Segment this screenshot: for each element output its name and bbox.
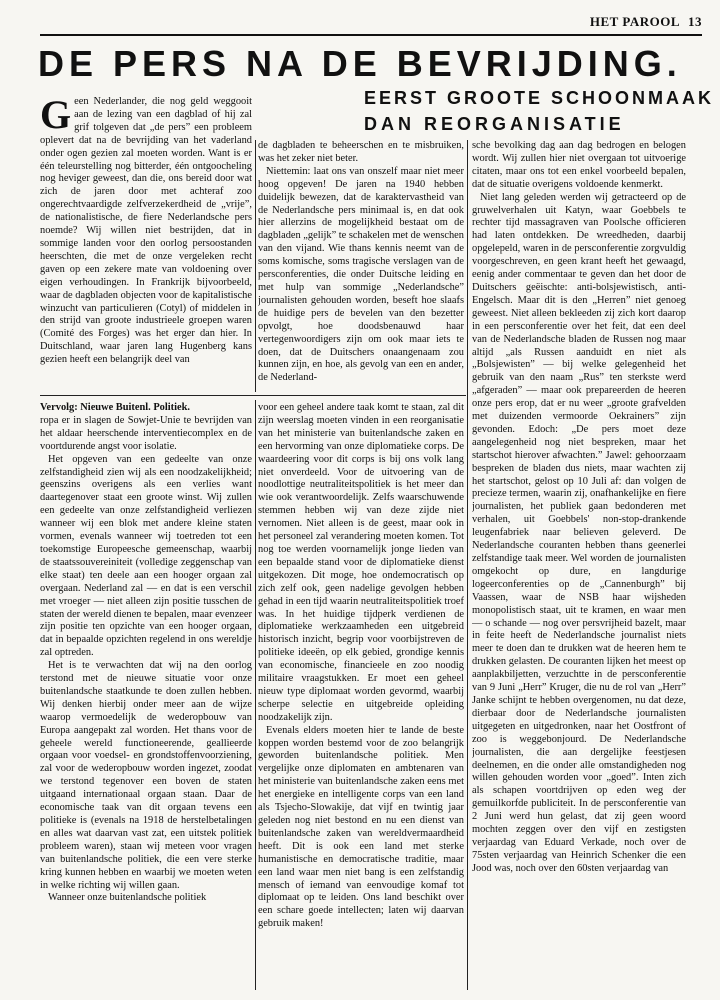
masthead (590, 14, 702, 30)
column-rule (255, 400, 256, 990)
paper-name: HET PAROOL (589, 14, 680, 29)
column-5 (258, 402, 464, 988)
paragraph: ropa er in slagen de Sowjet-Unie te bevrijden van het aldaar heerschende interventiecomplex en de voortdurende angst voor isolatie. (40, 414, 252, 452)
section-rule (40, 395, 466, 396)
paragraph: voor een geheel andere taak komt te staan, zal dit zijn weerslag moeten vinden in een reorganisatie van het ministerie van buitenlandsche zaken en een hervorming van onze diplomatieke corps. De waardeering voor dit corps is bij ons volk lang niet onverdeeld. Voor de uitvoering van de noodlottige neutraliteitspolitiek is het meer dan wie ook verantwoordelijk. Zelfs waarschuwende stemmen hebben wij van deze zijde niet vernomen. Niet alleen is de geest, maar ook in het personeel zal verandering moeten komen. Tot nog toe werden voornamelijk jonge lieden van een bepaalde stand voor de diplomatieke dienst uitgekozen. Dit moge, hoe ondemocratisch op zich zelf ook, geen nadelige gevolgen hebben gehad in een tijd waarin neutraliteitspolitiek troef was. In het huidige tijdperk verdienen de diplomatieke werkzaamheden een uitgebreid historisch inzicht, begrip voor voorbijstreven de politieke ideeën, op elk gebied, grondige kennis van economische, financieele en zoo noodig militaire vraagstukken. Er moet een geheel nieuw type diplomaat worden gevormd, waarbij scherpe selectie en uitgebreide opleiding noodzakelijk zijn. (258, 402, 464, 723)
subheadline-2: DAN REORGANISATIE (364, 114, 625, 134)
intro-paragraph (40, 96, 252, 367)
paragraph: Het opgeven van een gedeelte van onze zelfstandigheid zien wij als een noodzakelijkheid; geenszins overigens als een verlies want daartegenover staat een groote winst. Wij zullen een gedeelte van onze zelfstandigheid verliezen wanneer wij een blok met andere kleine staten vormen, evenals wanneer wij toetreden tot een toekomstige Europeesche gemeenschap, waarbij de staatssouvereiniteit (volledige zeggenschap van elke staat) ten deele aan een hooger orgaan zal overgaan. Nederland zal — en dat is een verschil met vroeger — niet alleen zijn positie tusschen de staten der wereld dienen te bepalen, maar evenzeer zijn positie ten opzichte van een hooger orgaan, dat in bepaalde opzichten regelend in ons wereldje zal optreden. (40, 453, 252, 659)
paragraph: Niet lang geleden werden wij getracteerd op de gruwelverhalen uit Katyn, waar Goebbels te rechter tijd massagraven van Poolsche officieren had laten ontdekken. De wreedheden, daarbij opgelepeld, waren in de persconferentie zorgvuldig voorgeschreven, en geen krant heeft het gewaagd, eenig ander commentaar te geven dan het door de Duitschers geëischte: anti-bolsjewistisch, anti-Engelsch. Maar dit is den „Herren” niet genoeg geweest. Niet alleen bekleeden zij zich kort daarop in een persconferentie over het feit, dat een deel van de Nederlandsche bladen de Russen nog maar altijd „als Russen aanduidt en niet als „Bolsjewisten” — bij welke gelegenheid het gebruik van den naam „Rus” ten sterkste werd „afgeraden” — maar ook prepareerden de heeren onze pers erop, dat er nu weer „groote grafvelden met duizenden vermoorde Oekrainers” zijn gevonden. Edoch: „De pers moet deze aangelegenheid nog niet bespreken, maar het startschot hierover afwachten.” Jawel: gehoorzaam bespreken de bladen dus niets, maar wachten zij het startschot, gelost op 10 Juli af: dan volgen de precieze termen, waarin zij, onafhankelijke en fiere journalisten, het publiek gaan bedonderen met verhalen, uit Goebbels' non-stop-drankende leugenfabriek naar believen geleverd. De Nederlandsche couranten hebben thans geenerlei zelfstandige taak meer. Wel worden de journalisten omgekocht op dure, en langdurige logeerconferenties op de „Cannenburgh” bij Vaassen, waar de NSB haar wijsheden monopolistisch staat, uit te kramen, en waar men — o schande — nog over persvrijheid bazelt, maar in feite heeft de Nederlandsche journalist niets meer te doen dan te drukken wat de heeren hem te drukken gelasten. De couranten lijken het meest op aanplakbiljetten, verzuchtte in de persconferentie van 9 Juni „Herr” Kruger, die nu de rol van „Herr” Janke schijnt te hebben overgenomen, nu dat deze, dierbaar door de Nederlandsche journalisten uitgegeten en uitgedronken, naar het Oostfront of zoo is weggebonjourd. De Nederlandsche journalisten, die aan dergelijke feestjesen deelnemen, en die onder alle omstandigheden nog willen gehouden worden voor „goed”. Inten zich als schapen voortdrijven op eden weg der gemuilkorfde publiciteit. In de persconferentie van 2 Juni werd hun gelast, dat zij geen woord mochten zeggen over den vijf en zestigsten verjaardag van Eduard Verkade, noch over de 75sten verjaardag van Heinrich Schenker die een Jood was, noch over den 60sten verjaardag van (472, 191, 686, 874)
paragraph: Niettemin: laat ons van onszelf maar niet meer hoog opgeven! De jaren na 1940 hebben duidelijk bewezen, dat de karaktervastheid van de Nederlandsche pers minimaal is, en dat ook hier allerzins de mogelijkheid bestaat om de dagbladen „gelijk” te schakelen met de wenschen van den vijand. Wie thans kennis neemt van de soms komische, soms tragische verslagen van de persconferenties, die onder Duitsche leiding en met hulp van sommige „Nederlandsche” journalisten gehouden worden, beseft hoe slaafs de huidige pers de bevelen van den bezetter opvolgt, hoe doodsbenauwd haar vertegenwoordigers zijn om ook maar iets te doen, dat de Duitschers onaangenaam zou kunnen zijn, en hoe, als gevolg van een en ander, de Nederland- (258, 165, 464, 384)
paragraph: de dagbladen te beheerschen en te misbruiken, was het zeker niet beter. (258, 140, 464, 164)
subheadline-1: EERST GROOTE SCHOONMAAK (364, 88, 715, 108)
paragraph: Evenals elders moeten hier te lande de beste koppen worden bestemd voor de zoo belangrijk geworden buitenlandsche politiek. Men vergelijke onze diplomaten en ambtenaren van het ministerie van buitenlandsche zaken eens met het energieke en intelligente corps van een land als Tsjecho-Slowakije, dat vijf en twintig jaar geleden nog niet bestond en nu een dienst van buitenlandsche zaken van wereldvermaardheid heeft. Dit is ook een land met sterke humanistische en democratische traditie, maar een land waar men niet bang is een zelfstandig mensch of iemand van eenvoudige komaf tot diplomaat op te leiden. Ons land beschikt over een schare goede intellecten; laten wij daarvan gebruik maken! (258, 724, 464, 930)
intro-text: een Nederlander, die nog geld weggooit aan de lezing van een dagblad of hij zal grif tolgeven dat „de pers” een probleem oplevert dat na de bevrijding van het vaderland onder ogen gezien zal moeten worden. Want is er één teleurstelling nog bitterder, één ontgoocheling nog heviger geweest, dan die, ons bereid door wat zich de jaren door met achteraf zoo ongerechtvaardigde zelfverzekerdheid de „vrije”, de nationalistische, de fiere Nederlandsche pers noemde? Wij willen niet bestrijden, dat in sommige landen voor den oorlog persoostanden heerschten, die met de onze vergeleken recht gaven op een zekere mate van voldoening over eigen verhoudingen. In Frankrijk bijvoorbeeld, waar de dagbladen objecten voor de kapitalistische winzucht van particulieren (Cotyl) of middelen in den strijd van groote industrieele groepen waren (Comité des Forges) was het erger dan hier. In Duitschland, waar jaren lang Hugenberg kans gezien heeft een belangrijk deel van (40, 96, 252, 366)
column-4 (40, 402, 252, 988)
paragraph: Wanneer onze buitenlandsche politiek (48, 892, 207, 904)
continuation-heading: Vervolg: Nieuwe Buitenl. Politiek. (40, 402, 190, 413)
column-rule (467, 140, 468, 990)
paragraph: Het is te verwachten dat wij na den oorlog terstond met de nieuwe situatie voor onze buitenlandsche staatkunde te doen zullen hebben. Wij denken hierbij onder meer aan de wijze waarop vermoedelijk de wederopbouw van Europa aangepakt zal worden. Het thans voor de geheele wereld functioneerende, geallieerde orgaan voor voedsel- en grondstoffenvoorziening, zal voor de wederopbouw worden ingezet, zoodat we terstond tegenover een boven de staten uitgaand internationaal orgaan staan. Daar de economische taak van dit orgaan tevens een politieke is (evenals na 1918 de herstelbetalingen en alles wat daarvan vast zat, een uitstek politiek probleem waren), staan wij meteen voor vragen van buitenlandsche politiek, die een vere sterke kring kunnen hebben en waarbij we moeten weten in welke richting wij willen gaan. (40, 660, 252, 891)
page-number: 13 (688, 14, 702, 29)
column-3 (472, 140, 686, 988)
top-rule (40, 34, 702, 36)
paragraph: sche bevolking dag aan dag bedrogen en belogen wordt. Wij zullen hier niet overgaan tot uitvoerige citaten, maar ons tot een enkel voorbeeld bepalen, dat de situatie overigens voldoende kenmerkt. (472, 140, 686, 190)
drop-cap: G (40, 96, 72, 137)
headline: DE PERS NA DE BEVRIJDING. (38, 43, 682, 84)
column-1 (40, 96, 252, 391)
column-rule (255, 140, 256, 392)
column-2 (258, 140, 464, 391)
